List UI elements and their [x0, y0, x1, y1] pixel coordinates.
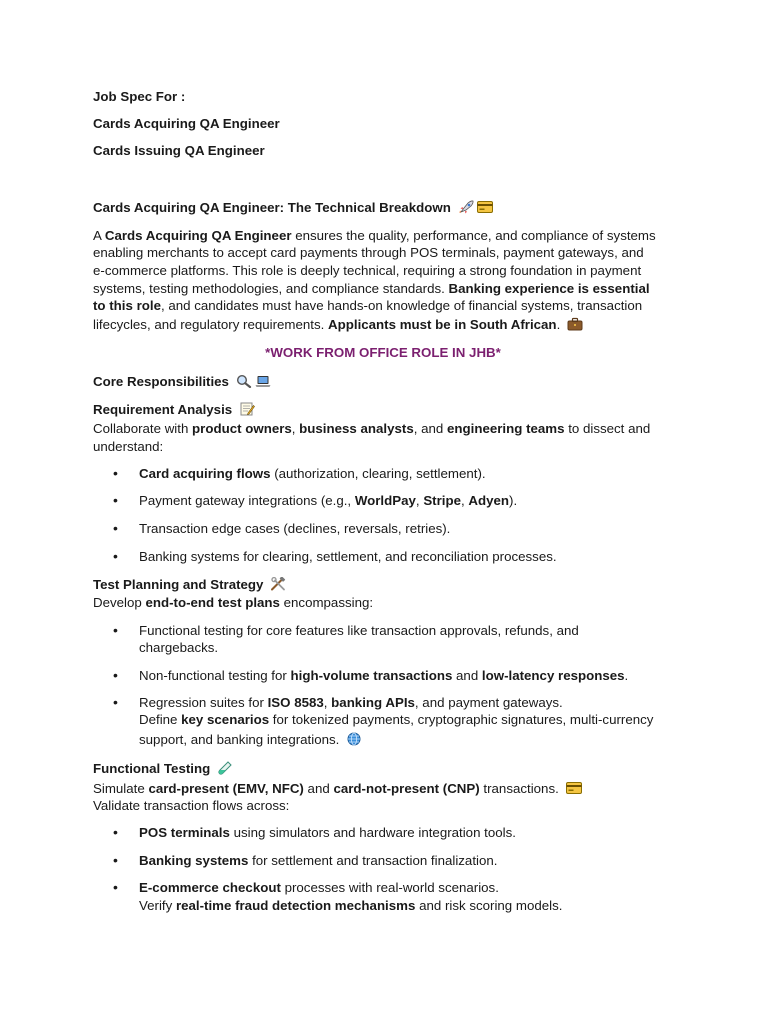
bullet: • — [113, 694, 118, 710]
intro-line-3: e-commerce platforms. This role is deeply technical, requiring a strong foundation in payment — [93, 263, 642, 278]
bullet: • — [113, 852, 118, 868]
briefcase-icon — [567, 317, 583, 331]
globe-icon — [346, 732, 362, 746]
test-planning-heading: Test Planning and Strategy — [93, 576, 286, 594]
credit-card-icon — [566, 781, 582, 795]
functional-testing-line-1: Simulate card-present (EMV, NFC) and card-not-present (CNP) transactions. — [93, 780, 582, 798]
magnifier-icon — [236, 374, 252, 388]
list-item-continuation: Define key scenarios for tokenized payments, cryptographic signatures, multi-currency — [139, 712, 654, 727]
hammer-wrench-icon — [270, 577, 286, 591]
list-item: Banking systems for clearing, settlement, and reconciliation processes. — [139, 549, 557, 564]
rocket-icon — [458, 200, 474, 214]
test-planning-line-1: Develop end-to-end test plans encompassing: — [93, 595, 374, 610]
list-item: Banking systems for settlement and transaction finalization. — [139, 853, 498, 868]
bullet: • — [113, 548, 118, 564]
bullet: • — [113, 520, 118, 536]
requirement-analysis-heading: Requirement Analysis — [93, 401, 255, 419]
core-responsibilities-heading: Core Responsibilities — [93, 373, 271, 391]
list-item: Transaction edge cases (declines, reversals, retries). — [139, 521, 451, 536]
intro-line-2: enabling merchants to accept card payments through POS terminals, payment gateways, and — [93, 245, 644, 260]
list-item: POS terminals using simulators and hardware integration tools. — [139, 825, 516, 840]
intro-line-4: systems, testing methodologies, and compliance standards. Banking experience is essential — [93, 281, 650, 296]
list-item: Non-functional testing for high-volume transactions and low-latency responses. — [139, 668, 629, 683]
functional-testing-heading: Functional Testing — [93, 760, 233, 778]
list-item: E-commerce checkout processes with real-world scenarios. — [139, 880, 499, 895]
laptop-icon — [255, 374, 271, 388]
list-item-continuation: support, and banking integrations. — [139, 731, 362, 749]
bullet: • — [113, 492, 118, 508]
section-title-text: Cards Acquiring QA Engineer: The Technical Breakdown — [93, 200, 451, 215]
intro-line-6: lifecycles, and regulatory requirements. Applicants must be in South African. — [93, 316, 583, 334]
test-tube-icon — [217, 761, 233, 775]
bullet: • — [113, 465, 118, 481]
list-item-continuation: Verify real-time fraud detection mechanisms and risk scoring models. — [139, 898, 563, 913]
requirement-analysis-line-2: understand: — [93, 439, 164, 454]
role-title-issuing: Cards Issuing QA Engineer — [93, 143, 265, 158]
list-item: Regression suites for ISO 8583, banking APIs, and payment gateways. — [139, 695, 563, 710]
credit-card-icon — [477, 200, 493, 214]
work-from-office-notice: *WORK FROM OFFICE ROLE IN JHB* — [265, 345, 501, 360]
list-item: Functional testing for core features like transaction approvals, refunds, and — [139, 623, 579, 638]
list-item-continuation: chargebacks. — [139, 640, 219, 655]
bullet: • — [113, 622, 118, 638]
bullet: • — [113, 879, 118, 895]
intro-line-5: to this role, and candidates must have hands-on knowledge of financial systems, transaction — [93, 298, 643, 313]
memo-icon — [239, 402, 255, 416]
list-item: Payment gateway integrations (e.g., WorldPay, Stripe, Adyen). — [139, 493, 518, 508]
doc-heading-job-spec: Job Spec For : — [93, 89, 186, 104]
functional-testing-line-2: Validate transaction flows across: — [93, 798, 290, 813]
list-item: Card acquiring flows (authorization, clearing, settlement). — [139, 466, 486, 481]
intro-line-1: A Cards Acquiring QA Engineer ensures the quality, performance, and compliance of systems — [93, 228, 656, 243]
role-title-acquiring: Cards Acquiring QA Engineer — [93, 116, 280, 131]
bullet: • — [113, 824, 118, 840]
requirement-analysis-line-1: Collaborate with product owners, business analysts, and engineering teams to dissect and — [93, 421, 651, 436]
bullet: • — [113, 667, 118, 683]
section-title — [93, 199, 493, 217]
